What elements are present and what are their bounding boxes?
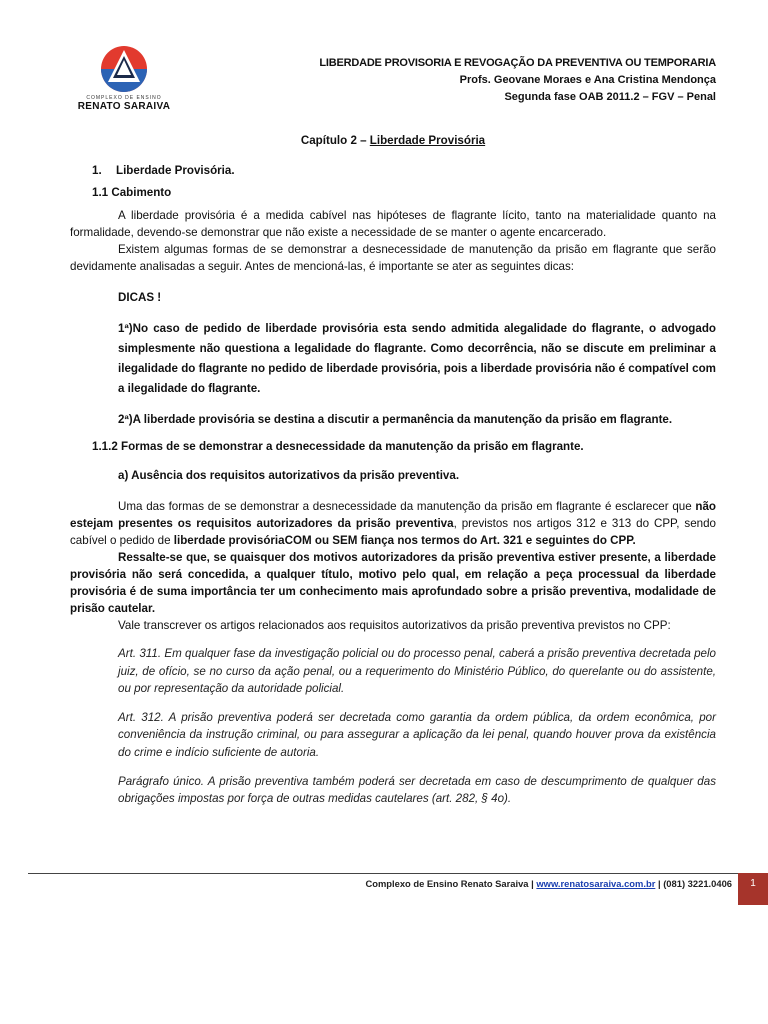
chapter-heading: [70, 132, 716, 149]
header-authors: Profs. Geovane Moraes e Ana Cristina Mendonça: [459, 74, 716, 86]
tips-heading: DICAS !: [118, 291, 162, 304]
footer: [365, 878, 732, 889]
paragraph-3-bold-2: liberdade provisóriaCOM ou SEM fiança nos termos do Art. 321 e seguintes do CPP.: [173, 534, 636, 547]
paragraph-4: Ressalte-se que, se quaisquer dos motivos autorizadores da prisão preventiva estiver presente, a liberdade provisória não será concedida, a qualquer título, motivo pelo qual, em relação a peça processual da liberdade provisória é de suma importância ter um conhecimento mais aprofundado sobre a prisão preventiva, modalidade de prisão cautelar.: [70, 551, 716, 615]
footer-separator-1: |: [528, 878, 537, 889]
section-1-heading: [92, 162, 716, 179]
paragraph-3: [70, 498, 716, 549]
footer-website-link[interactable]: www.renatosaraiva.com.br: [536, 878, 656, 889]
subsection-a-heading: a) Ausência dos requisitos autorizativos da prisão preventiva.: [118, 469, 460, 482]
footer-divider: [28, 873, 738, 874]
article-311: Art. 311. Em qualquer fase da investigação policial ou do processo penal, caberá a prisão preventiva decretada pelo juiz, de ofício, se no curso da ação penal, ou a requerimento do Ministério Público, do querelante ou do assistente, ou por representação da autoridade policial.: [118, 647, 716, 696]
tip-2: 2ª)A liberdade provisória se destina a discutir a permanência da manutenção da prisão em flagrante.: [118, 413, 673, 426]
footer-phone: (081) 3221.0406: [663, 878, 732, 889]
logo-name: RENATO SARAIVA: [77, 101, 171, 112]
tip-1: 1ª)No caso de pedido de liberdade provisória esta sendo admitida alegalidade do flagrante, o advogado simplesmente não questiona a legalidade do flagrante. Como decorrência, não se discute em preliminar a ilegalidade do flagrante no pedido de liberdade provisória, pois a liberdade provisória não é compatível com a ilegalidade do flagrante.: [118, 322, 716, 395]
document-body: [70, 132, 716, 808]
paragraph-3-part-1: Uma das formas de se demonstrar a desnecessidade da manutenção da prisão em flagrante é esclarecer que: [118, 500, 696, 513]
paragraph-3-part-2: , previstos nos artigos 312 e 313 do CPP, sendo cabível o pedido de: [70, 517, 717, 547]
footer-separator-2: |: [655, 878, 664, 889]
page-number: 1: [738, 873, 768, 905]
article-312-paragraph: Parágrafo único. A prisão preventiva também poderá ser decretada em caso de descumprimento de qualquer das obrigações impostas por força de outras medidas cautelares (art. 282, § 4o).: [118, 774, 716, 806]
section-1-number: 1.: [92, 164, 102, 177]
header-block: [319, 55, 716, 106]
paragraph-5: Vale transcrever os artigos relacionados aos requisitos autorizativos da prisão preventiva previstos no CPP:: [118, 619, 671, 632]
section-1-1-2-heading: 1.1.2 Formas de se demonstrar a desnecessidade da manutenção da prisão em flagrante.: [92, 440, 584, 453]
logo-emblem-icon: [99, 44, 149, 94]
logo: [76, 44, 172, 114]
article-312: Art. 312. A prisão preventiva poderá ser decretada como garantia da ordem pública, da ordem econômica, por conveniência da instrução criminal, ou para assegurar a aplicação da lei penal, quando houver prova da existência do crime e indício suficiente de autoria.: [118, 710, 716, 759]
paragraph-3-bold-1: não estejam presentes os requisitos autorizadores da prisão preventiva: [70, 500, 716, 530]
paragraph-2: Existem algumas formas de se demonstrar a desnecessidade de manutenção da prisão em flagrante que serão devidamente analisadas a seguir. Antes de mencioná-las, é importante se ater as seguintes dicas:: [70, 243, 716, 273]
header-course: Segunda fase OAB 2011.2 – FGV – Penal: [504, 91, 716, 103]
footer-org: Complexo de Ensino Renato Saraiva: [365, 878, 529, 889]
section-1-1-heading: 1.1 Cabimento: [92, 186, 172, 199]
chapter-prefix: Capítulo 2 –: [300, 134, 370, 147]
header-title: LIBERDADE PROVISORIA E REVOGAÇÃO DA PREVENTIVA OU TEMPORARIA: [319, 57, 716, 69]
logo-subtitle: COMPLEXO DE ENSINO: [86, 95, 162, 101]
chapter-title: Liberdade Provisória: [369, 134, 486, 147]
paragraph-1: A liberdade provisória é a medida cabível nas hipóteses de flagrante lícito, tanto na materialidade quanto na formalidade, devendo-se demonstrar que não existe a necessidade de se manter o agente encarcerado.: [70, 209, 716, 239]
section-1-title: Liberdade Provisória.: [116, 164, 235, 177]
